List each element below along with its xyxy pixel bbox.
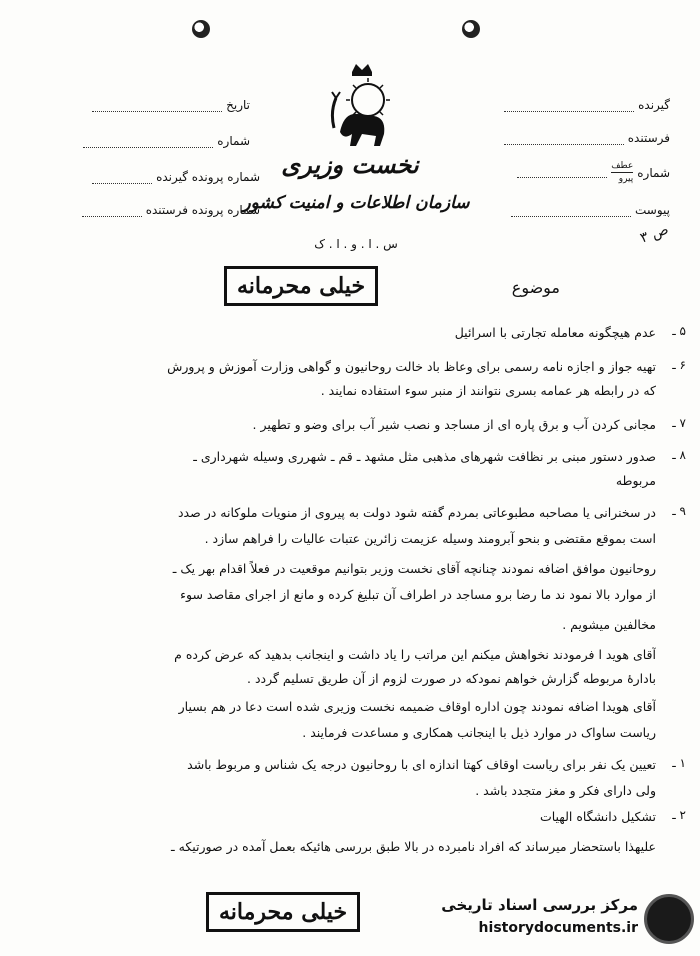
attachment-dots (511, 206, 631, 217)
watermark-line1: مرکز بررسی اسناد تاریخی (441, 896, 638, 914)
body-line-text: که در رابطه هر عمامه بسری نتوانند از منبر سوء استفاده نمایند . (320, 383, 656, 398)
date-label: تاریخ (226, 98, 250, 112)
sender-field (470, 131, 670, 145)
body-line-text: است بموقع مقتضی و بنحو آبرومند وسیله عزیمت زائرین عتبات عالیات را فراهم سازد . (204, 531, 656, 546)
body-line (18, 448, 686, 468)
body-line-text: تهیه جواز و اجازه نامه رسمی برای وعاظ باد خالت روحانیون و گواهی وزارت آموزش و پرورش (167, 359, 656, 374)
body-line-number: ۹ ـ (672, 504, 686, 518)
header-subtitle: سازمان اطلاعات و امنیت کشور (242, 193, 470, 213)
body-line (18, 504, 686, 524)
body-line-text: تشکیل دانشگاه الهیات (539, 809, 656, 824)
header-title: نخست وزیری (281, 150, 419, 179)
sender-file-label: شماره پرونده فرستنده (145, 203, 260, 217)
number-label-left: شماره (217, 134, 250, 148)
body-line (18, 838, 686, 858)
number-sub-top: عطف (611, 161, 634, 171)
body-line (18, 586, 686, 606)
body-line (18, 756, 686, 776)
body-line-text: ریاست ساواک در موارد ذیل با اینجانب همکاری و مساعدت فرمایند . (302, 725, 656, 740)
watermark-line2: historydocuments.ir (478, 920, 638, 936)
sender-label: فرستنده (627, 131, 670, 145)
number-label-right: شماره (637, 165, 670, 180)
body-line (18, 724, 686, 744)
recipient-field (470, 98, 670, 112)
body-line (18, 670, 686, 690)
body-line-text: روحانیون موافق اضافه نمودند چنانچه آقای نخست وزیر بتوانیم موقعیت در فعلاً اقدام بهر یک ـ (172, 561, 656, 576)
sender-file-dots (82, 206, 142, 217)
subject-label: موضوع (511, 278, 560, 297)
lion-and-sun-emblem (322, 62, 402, 152)
body-line-text: مجانی کردن آب و برق پاره ای از مساجد و نصب شیر آب برای وضو و تطهیر . (252, 417, 656, 432)
number-field-left (60, 134, 250, 148)
classification-stamp-bottom: خیلی محرمانه (206, 892, 360, 932)
body-line-number: ۵ ـ (672, 324, 686, 338)
body-line-number: ۸ ـ (672, 448, 686, 462)
body-line-text: صدور دستور مبنی بر نظافت شهرهای مذهبی مثل مشهد ـ قم ـ شهرری وسیله شهرداری ـ (193, 449, 656, 464)
watermark (422, 890, 692, 946)
body-line (18, 560, 686, 580)
number-sub-block (611, 160, 633, 185)
body-line (18, 698, 686, 718)
punch-hole-right (462, 20, 480, 38)
attachment-label: پیوست (635, 203, 670, 217)
sender-file-field (60, 203, 260, 217)
body-line-text: مربوطه (615, 473, 656, 488)
body-line (18, 416, 686, 436)
body-line-text: آقای هویدا اضافه نمودند چون اداره اوقاف ضمیمه نخست وزیری شده است دعا در هم بسیار (178, 699, 656, 714)
attachment-field (470, 203, 670, 217)
recipient-file-label: شماره پرونده گیرنده (156, 170, 260, 184)
body-line-text: ولی دارای فکر و مغز متجدد باشد . (475, 783, 656, 798)
body-line-number: ۶ ـ (672, 358, 686, 372)
body-line-text: بادارهٔ مربوطه گزارش خواهم نمودکه در صورت لزوم از آن طریق تسلیم گردد . (247, 671, 656, 686)
number-sub-bottom: پیرو (618, 174, 634, 184)
body-line-text: تعیین یک نفر برای ریاست اوقاف کهتا اندازه ای با روحانیون درجه یک شناس و مربوط باشد (187, 757, 656, 772)
recipient-file-field (60, 170, 260, 184)
watermark-logo-icon (644, 894, 694, 944)
number-dots-right (517, 167, 607, 178)
margin-note: ص ۳ (638, 221, 671, 247)
number-dots-left (83, 137, 213, 148)
number-field-right (470, 160, 670, 185)
classification-stamp-top: خیلی محرمانه (224, 266, 378, 306)
sender-dots (504, 134, 624, 145)
body-line-text: عدم هیچگونه معامله تجارتی با اسرائیل (454, 325, 656, 340)
recipient-label: گیرنده (638, 98, 670, 112)
body-line-text: آقای هوید ا فرمودند نخواهش میکنم این مراتب را یاد داشت و اینجانب بدهید که عرض کرده م (174, 647, 656, 662)
body-line-number: ۷ ـ (672, 416, 686, 430)
body-line (18, 324, 686, 344)
body-line-text: مخالفین میشویم . (562, 617, 656, 632)
header-code: س . ا . و . ا . ک (314, 237, 398, 251)
body-line (18, 782, 686, 802)
body-line (18, 358, 686, 378)
body-line-number: ۲ ـ (672, 808, 686, 822)
body-line-text: در سخنرانی یا مصاحبه مطبوعاتی بمردم گفته شود دولت به پیروی از منویات ملوکانه در صدد (177, 505, 656, 520)
date-field (60, 98, 250, 112)
date-dots (92, 101, 222, 112)
body-line (18, 808, 686, 828)
body-line (18, 616, 686, 636)
recipient-dots (504, 101, 634, 112)
body-line (18, 530, 686, 550)
body-line-text: علیهذا باستحضار میرساند که افراد نامبرده در بالا طبق بررسی هائیکه بعمل آمده در صورتیکه ـ (171, 839, 656, 854)
body-line-text: از موارد بالا نمود ند ما رضا برو مساجد در اطراف آن تبلیغ کرده و مانع از اجرای مقاصد سوء (180, 587, 656, 602)
body-line (18, 472, 686, 492)
body-line (18, 382, 686, 402)
body-line (18, 646, 686, 666)
recipient-file-dots (92, 173, 152, 184)
punch-hole-left (192, 20, 210, 38)
body-line-number: ۱ ـ (672, 756, 686, 770)
